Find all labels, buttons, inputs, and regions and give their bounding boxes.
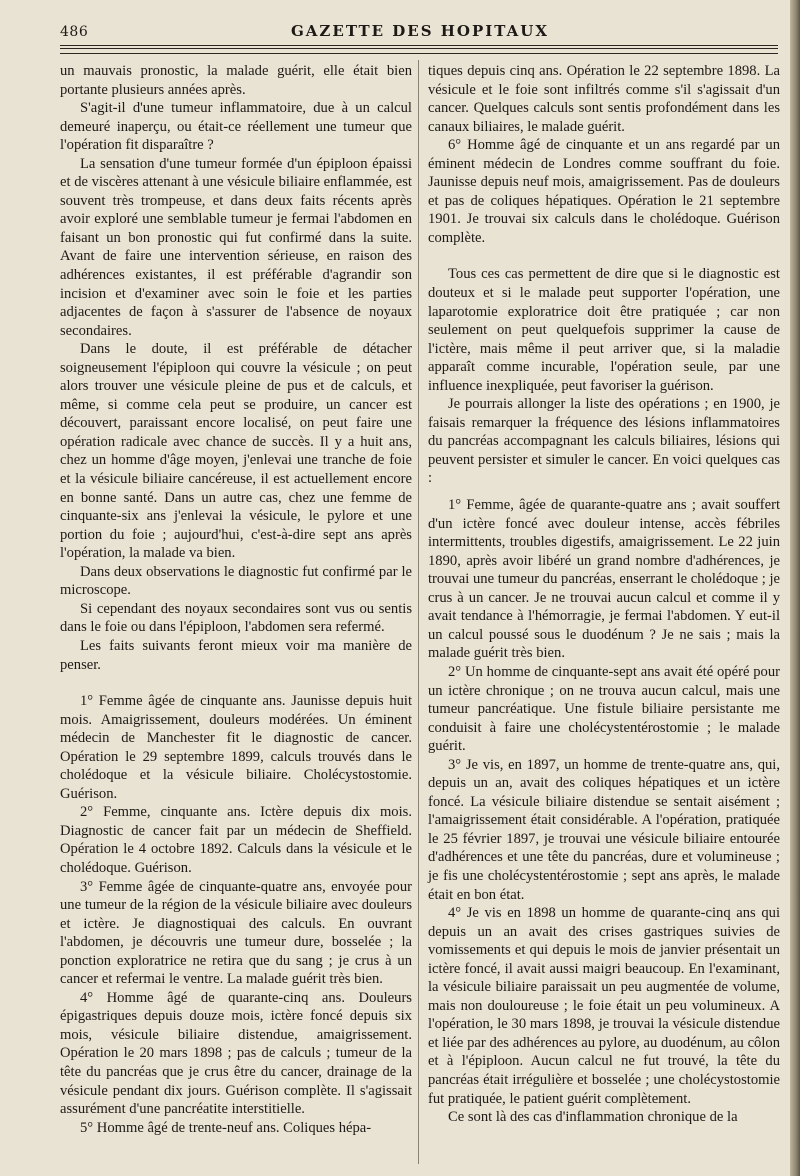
right-column — [428, 62, 780, 1127]
case-paragraph: 4° Je vis en 1898 un homme de quarante-cinq ans qui depuis un an avait des crises gastriques suivies de vomissements et qui depuis le mois de janvier présentait un ictère foncé, il avait aussi maigri beaucoup. En l'examinant, la vésicule biliaire paraissait un peu augmentée de volume, mais non douloureuse ; le foie était un peu volumineux. A l'opération, le 30 mars 1898, je trouvai la vésicule distendue et liée par des adhérences au pylore, au duodénum, au côlon et à l'épiploon. Aucun calcul ne fut trouvé, la tête du pancréas était irrégulière et bosselée ; une cholécystostomie fut pratiquée, le patient guérit complètement. — [428, 905, 780, 1107]
case-paragraph: 5° Homme âgé de trente-neuf ans. Coliques hépa- — [80, 1119, 372, 1136]
paragraph: Ce sont là des cas d'inflammation chronique de la — [448, 1109, 738, 1126]
case-paragraph: 2° Femme, cinquante ans. Ictère depuis dix mois. Diagnostic de cancer fait par un médecin de Sheffield. Opération le 4 octobre 1892. Calculs dans la vésicule et le cholédoque. Guérison. — [60, 804, 412, 876]
left-column — [60, 62, 412, 1137]
column-divider — [418, 60, 419, 1164]
paragraph: La sensation d'une tumeur formée d'un épiploon épaissi et de viscères attenant à une vésicule biliaire enflammée, est souvent très trompeuse, et dans deux faits récents après avoir exploré une semblable tumeur je fermai l'abdomen en faisant un bon pronostic qui fut confirmé dans la suite. Avant de faire une intervention sérieuse, en raison des adhérences existantes, il est préférable d'agrandir son incision et d'examiner avec soin le foie et les parties adjacentes de façon à s'assurer de l'absence de noyaux secondaires. — [60, 155, 412, 339]
paragraph: Dans le doute, il est préférable de détacher soigneusement l'épiploon qui couvre la vésicule ; on peut alors trouver une vésicule pleine de pus et de calculs, et même, si comme cela peut se produire, un cancer est découvert, paraissant encore localisé, on peut faire une opération radicale avec chance de succès. Il y a huit ans, chez un homme d'âge moyen, j'enlevai une tranche de foie et la vésicule biliaire cancéreuse, il est actuellement encore en bonne santé. Dans un autre cas, chez une femme de cinquante-six ans j'enlevai la vésicule, le pylore et une portion du foie ; aujourd'hui, c'est-à-dire sept ans après l'opération, la malade va bien. — [60, 341, 412, 562]
paragraph: Si cependant des noyaux secondaires sont vus ou sentis dans le foie ou dans l'épiploon, l'abdomen sera refermé. — [60, 600, 412, 636]
paragraph: un mauvais pronostic, la malade guérit, elle était bien portante plusieurs années après. — [60, 63, 412, 98]
paragraph: Dans deux observations le diagnostic fut confirmé par le microscope. — [60, 563, 412, 599]
paragraph: Les faits suivants feront mieux voir ma manière de penser. — [60, 637, 412, 673]
case-paragraph: 3° Je vis, en 1897, un homme de trente-quatre ans, qui, depuis un an, avait des coliques hépatiques et un ictère foncé. La vésicule biliaire distendue se sentait aisément ; l'amaigrissement était considérable. A l'opération, pratiquée le 25 février 1897, je trouvai une vésicule biliaire entourée d'adhérences et une tête du pancréas, dure et volumineuse ; je fis une cholécystentérostomie ; sept ans après, le malade était en bon état. — [428, 756, 780, 903]
paragraph: S'agit-il d'une tumeur inflammatoire, due à un calcul demeuré inaperçu, ou était-ce réellement une tumeur que l'opération fit disparaître ? — [60, 100, 412, 154]
case-paragraph: 3° Femme âgée de cinquante-quatre ans, envoyée pour une tumeur de la région de la vésicule biliaire avec douleurs et ictère. Je diagnostiquai des calculs. En ouvrant l'abdomen, je découvris une tumeur dure, bosselée ; la ponction exploratrice ne retira que du sang ; je crus à un cancer et refermai le ventre. La malade guérit très bien. — [60, 878, 412, 988]
case-paragraph: 4° Homme âgé de quarante-cinq ans. Douleurs épigastriques depuis douze mois, ictère foncé depuis six mois, vésicule biliaire distendue, amaigrissement. Opération le 20 mars 1898 ; pas de calculs ; tumeur de la tête du pancréas que je crus être du cancer, drainage de la vésicule pendant dix jours. Guérison complète. Il s'agissait assurément d'une pancréatite interstitielle. — [60, 989, 412, 1118]
page-header — [60, 22, 780, 46]
case-paragraph: 1° Femme âgée de cinquante ans. Jaunisse depuis huit mois. Amaigrissement, douleurs modérées. Un éminent médecin de Manchester fit le diagnostic de cancer. Opération le 29 septembre 1899, calculs trouvés dans le cholédoque et la vésicule biliaire. Cholécystostomie. Guérison. — [60, 693, 412, 802]
case-paragraph: 1° Femme, âgée de quarante-quatre ans ; avait souffert d'un ictère foncé avec douleur intense, accès fébriles intermittents, troubles digestifs, amaigrissement. Le 22 juin 1890, après avoir libéré un grand nombre d'adhérences, je trouvai une tumeur du pancréas, enserrant le cholédoque ; je crus à un cancer. Je ne trouvai aucun calcul et comme il y avait tendance à l'hémorragie, je fermai l'abdomen. Y eut-il un calcul poussé sous le duodénum ? Je ne sais ; mais la malade guérit très bien. — [428, 497, 780, 662]
publication-title: GAZETTE DES HOPITAUX — [290, 22, 549, 40]
paragraph: Je pourrais allonger la liste des opérations ; en 1900, je faisais remarquer la fréquence des lésions inflammatoires du pancréas accompagnant les calculs biliaires, lésions qui peuvent persister et simuler le cancer. En voici quelques cas : — [428, 396, 780, 487]
page-edge-shadow — [790, 0, 800, 1176]
paragraph: Tous ces cas permettent de dire que si le diagnostic est douteux et si le malade peut supporter l'opération, une laparotomie exploratrice doit être pratiquée ; car non seulement on peut quelquefois supprimer la cause de l'ictère, mais même il peut arriver que, si la maladie apparaît comme incurable, l'opération seule, par une influence inexpliquée, peut favoriser la guérison. — [428, 266, 780, 394]
case-paragraph: 2° Un homme de cinquante-sept ans avait été opéré pour un ictère chronique ; on ne trouva aucun calcul, mais une tumeur pancréatique. Une fistule biliaire persistante me conduisit à faire une cholécystentérostomie ; le malade guérit. — [428, 663, 780, 755]
header-rule — [60, 48, 778, 49]
case-paragraph: 6° Homme âgé de cinquante et un ans regardé par un éminent médecin de Londres comme souffrant du foie. Jaunisse depuis neuf mois, amaigrissement. Pas de douleurs et pas de coliques hépatiques. Opération le 21 septembre 1901. Je trouvai six calculs dans le cholédoque. Guérison complète. — [428, 137, 780, 246]
header-rule — [60, 45, 778, 46]
header-rule — [60, 53, 778, 54]
paragraph: tiques depuis cinq ans. Opération le 22 septembre 1898. La vésicule et le foie sont infiltrés comme s'il s'agissait d'un cancer. Quelques calculs sont sentis profondément dans les canaux biliaires, le malade guérit. — [428, 63, 780, 135]
page-number: 486 — [60, 24, 89, 40]
